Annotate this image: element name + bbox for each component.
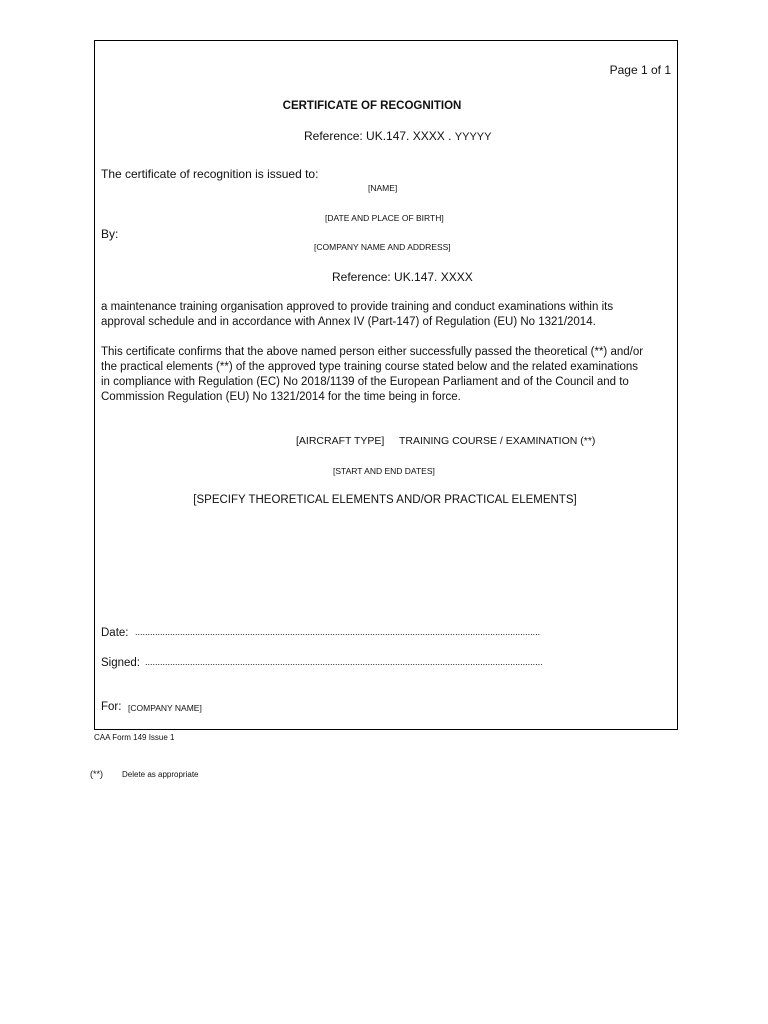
by-label: By: (101, 227, 119, 241)
date-line[interactable]: .................................................................................................................................................................. (135, 627, 541, 637)
paragraph-line: approval schedule and in accordance with Annex IV (Part-147) of Regulation (EU) No 1321/2014. (101, 316, 596, 328)
dates-placeholder: [START AND END DATES] (333, 466, 435, 476)
paragraph-line: a maintenance training organisation approved to provide training and conduct examinations within its (101, 301, 614, 313)
reference-main-prefix: Reference: UK.147. XXXX . (304, 129, 452, 143)
note-text: Delete as appropriate (122, 770, 199, 779)
reference-secondary: Reference: UK.147. XXXX (332, 270, 473, 284)
name-placeholder: [NAME] (368, 183, 398, 193)
paragraph-line: This certificate confirms that the above named person either successfully passed the theoretical (**) and/or (101, 346, 644, 358)
elements-placeholder: [SPECIFY THEORETICAL ELEMENTS AND/OR PRACTICAL ELEMENTS] (193, 494, 577, 506)
company-name-placeholder: [COMPANY NAME] (128, 703, 202, 713)
page-number: Page 1 of 1 (609, 63, 671, 77)
reference-main-suffix: YYYYY (454, 131, 492, 143)
confirmation-paragraph (101, 345, 671, 405)
certificate-frame (94, 40, 678, 730)
paragraph-line: the practical elements (**) of the approved type training course stated below and the related examinations (101, 361, 638, 373)
certificate-title: CERTIFICATE OF RECOGNITION (282, 100, 462, 112)
issued-to-label: The certificate of recognition is issued to: (101, 167, 319, 181)
course-label: TRAINING COURSE / EXAMINATION (**) (399, 435, 596, 447)
note-marker: (**) (90, 769, 103, 779)
for-label: For: (101, 701, 122, 713)
approval-paragraph (101, 300, 671, 330)
signed-line[interactable]: ............................................................................................................................................................... (145, 657, 543, 667)
company-address-placeholder: [COMPANY NAME AND ADDRESS] (314, 242, 451, 252)
form-id: CAA Form 149 Issue 1 (94, 733, 175, 742)
reference-main (304, 129, 491, 143)
dob-placeholder: [DATE AND PLACE OF BIRTH] (325, 213, 444, 223)
paragraph-line: in compliance with Regulation (EC) No 2018/1139 of the European Parliament and of the Council and to (101, 376, 629, 388)
date-label: Date: (101, 627, 129, 639)
aircraft-type-placeholder: [AIRCRAFT TYPE] (296, 435, 385, 447)
paragraph-line: Commission Regulation (EU) No 1321/2014 for the time being in force. (101, 391, 461, 403)
signed-label: Signed: (101, 657, 141, 669)
